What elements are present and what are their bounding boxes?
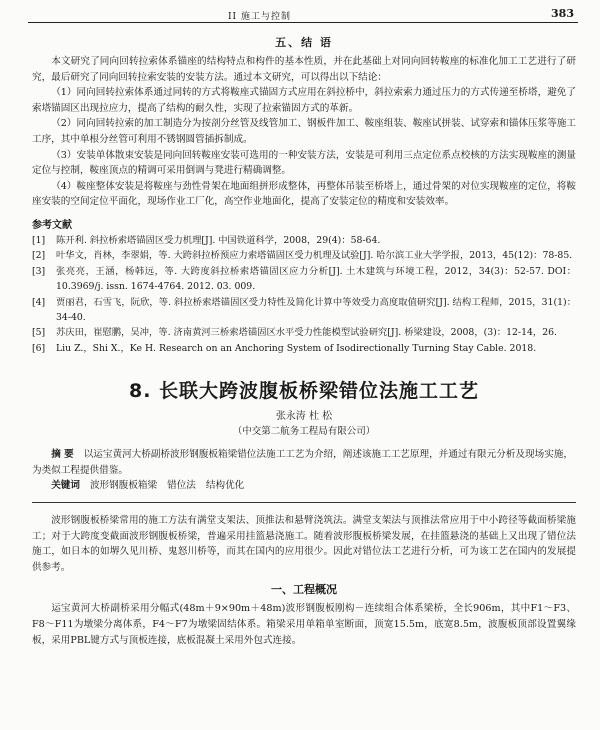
conclusion-paragraph: （2）同向回转拉索的加工制造分为按剖分丝管及线管加工、钢板件加工、鞍座组装、鞍座试拼装、试穿索和锚体压浆等施工工序，其中单根分丝管可利用不锈钢圆管插拆制成。 <box>32 118 576 145</box>
article-authors: 张永涛 杜 松 <box>275 411 333 423</box>
abstract <box>32 447 576 478</box>
abstract-text: 以运宝黄河大桥副桥波形钢腹板箱梁错位法施工工艺为介绍，阐述该施工工艺原理，并通过有限元分析及现场实施，为类似工程提供借鉴。 <box>32 449 573 476</box>
keyword: 波形钢腹板箱梁 <box>89 480 158 492</box>
reference-text: 贾丽君，石雪飞，阮欣，等. 斜拉桥索塔锚固区受力特性及简化计算中等效受力高度取值研究[J]. 结构工程师，2015，31(1)：34-40. <box>56 296 576 323</box>
conclusion-paragraph: （3）安装单体散束安装是同向回转鞍座安装可选用的一种安装方法，安装是可利用三点定位系点校核的方法实现鞍座的测量定位与控制，鞍座顶点的精调可采用倒调与凳进行精确调整。 <box>32 149 576 177</box>
reference-number: [4] <box>32 296 46 308</box>
reference-item <box>32 233 576 248</box>
conclusion-heading: 五、结 语 <box>275 36 333 49</box>
abstract-label: 摘 要 <box>51 449 74 461</box>
section-heading: 一、工程概况 <box>271 583 337 597</box>
keywords <box>51 478 576 494</box>
reference-text: 陈开利. 斜拉桥索塔锚固区受力机理[J]. 中国铁道科学，2008，29(4)：58-64. <box>56 234 381 246</box>
reference-number: [6] <box>32 342 46 354</box>
keyword: 错位法 <box>167 480 196 492</box>
reference-item <box>32 341 576 356</box>
article-title: 8. 长联大跨波腹板桥梁错位法施工工艺 <box>128 380 480 403</box>
reference-item <box>32 325 576 340</box>
overview-paragraph: 运宝黄河大桥副桥采用分幅式(48m＋9×90m＋48m)波形钢腹板刚构－连续组合体系梁桥，全长906m，其中F1～F3、F8～F11为墩梁分离体系，F4～F7为墩梁固结体系。箱梁采用单箱单室断面，顶宽15.5m，底宽8.5m，波腹板顶部设置翼缘板，采用PBL键方式与顶板连接，底板混凝土采用外包式连接。 <box>32 603 576 646</box>
reference-text: 叶华文，肖林，李翠娟，等. 大跨斜拉桥预应力索塔锚固区受力机理及试验[J]. 哈尔滨工业大学学报，2013，45(12)：78-85. <box>56 250 573 262</box>
reference-item <box>32 248 576 263</box>
reference-number: [3] <box>32 265 46 277</box>
keyword: 结构优化 <box>205 480 245 492</box>
conclusion-paragraph: （1）同向回转拉索体系通过同转的方式将鞍座式锚固方式应用在斜拉桥中，斜拉索索力通过压力的方式传递至桥塔，避免了索塔锚固区出现拉应力，提高了结构的耐久性，实现了拉索锚固方式的革新。 <box>32 87 576 114</box>
reference-item <box>32 295 576 326</box>
keywords-label: 关键词 <box>51 480 80 492</box>
conclusion-paragraph: （4）鞍座整体安装是将鞍座与劲性骨架在地面组拼形成整体，再整体吊装至桥塔上，通过骨架的对位实现鞍座的定位，将鞍座安装的空间定位平面化，现场作业工厂化，高空作业地面化，提高了安装定位的精度和安装效率。 <box>32 180 576 208</box>
running-header <box>28 6 578 23</box>
conclusion-paragraph: 本文研究了同向回转拉索体系锚座的结构特点和构件的基本性质，并在此基础上对同向回转鞍座的标准化加工工艺进行了研究，最后研究了同向回转拉索安装的安装方法。通过本文研究，可以得出以下结论： <box>32 56 576 83</box>
reference-number: [2] <box>32 250 46 262</box>
page-number: 383 <box>551 7 574 20</box>
reference-text: Liu Z.，Shi X.，Ke H. Research on an Anchoring System of Isodirectionally Turning Stay Cable. 2018. <box>56 342 537 354</box>
reference-number: [1] <box>32 234 46 246</box>
intro-paragraph: 波形钢腹板桥梁常用的施工方法有满堂支架法、顶推法和悬臂浇筑法。满堂支架法与顶推法常应用于中小跨径等截面桥梁施工；对于大跨度变截面波形钢腹板桥梁，普遍采用挂篮悬浇施工。随着波形腹板桥梁发展，在挂篮悬浇的基础上又出现了错位法施工，如日本的如堺久见川桥、鬼怒川桥等，而其在国内的应用很少。因此对错位法工艺进行分析，可为该工艺在国内的发展提供参考。 <box>32 514 576 573</box>
divider <box>32 502 576 503</box>
article-affiliation: （中交第二航务工程局有限公司） <box>232 426 376 438</box>
page-content <box>32 26 576 648</box>
reference-text: 张亮亮，王涵，杨韩远，等. 大跨度斜拉桥索塔锚固区应力分析[J]. 土木建筑与环境工程，2012，34(3)：52-57. DOI：10.3969/j. issn. 1674-4764. 2012. 03. 009. <box>56 265 576 293</box>
reference-number: [5] <box>32 327 46 339</box>
header-section: II 施工与控制 <box>228 12 291 22</box>
references-heading: 参考文献 <box>32 219 72 231</box>
reference-item <box>32 264 576 295</box>
reference-text: 苏庆田，崔慰鹏，吴冲，等. 济南黄河三桥索塔锚固区水平受力性能模型试验研究[J]. 桥梁建设，2008，(3)：12-14，26. <box>56 327 557 339</box>
